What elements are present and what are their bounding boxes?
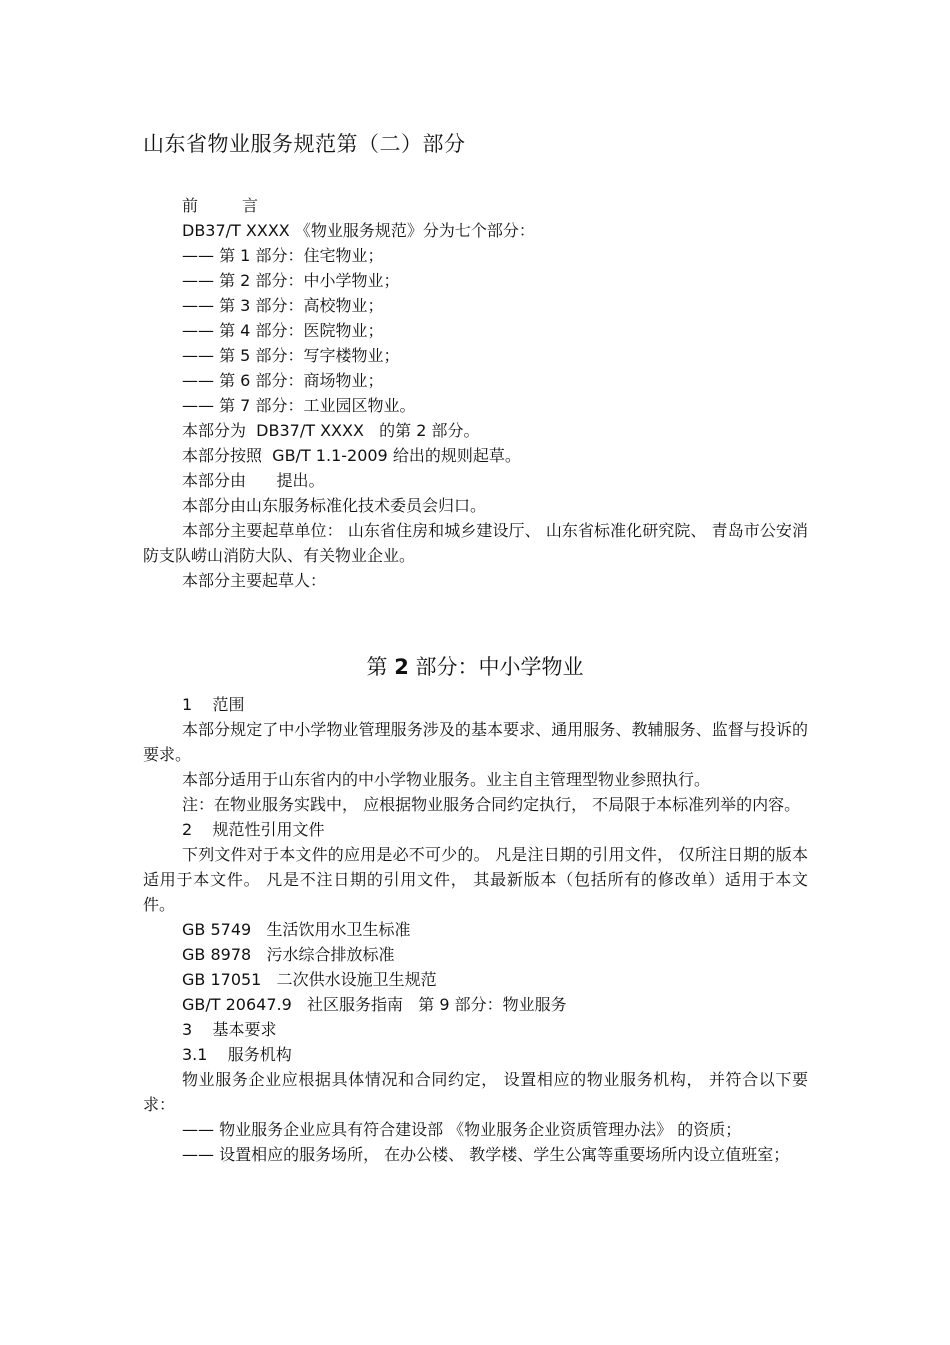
org-requirement-item: —— 设置相应的服务场所， 在办公楼、 教学楼、学生公寓等重要场所内设立值班室； bbox=[182, 1145, 790, 1164]
preface-drafting-units: 本部分主要起草单位： 山东省住房和城乡建设厅、 山东省标准化研究院、 青岛市公安消防支队崂山消防大队、有关物业企业。 bbox=[143, 521, 808, 565]
scope-paragraph: 本部分适用于山东省内的中小学物业服务。业主自主管理型物业参照执行。 bbox=[182, 770, 711, 789]
references-intro: 下列文件对于本文件的应用是必不可少的。 凡是注日期的引用文件， 仅所注日期的版本适用于本文件。 凡是不注日期的引用文件， 其最新版本（包括所有的修改单）适用于本文件。 bbox=[143, 845, 808, 914]
reference-item: GB 5749 生活饮用水卫生标准 bbox=[182, 920, 411, 939]
document-title: 山东省物业服务规范第（二）部分 bbox=[143, 132, 466, 156]
preface-heading-right: 言 bbox=[242, 196, 259, 215]
org-requirement-item: —— 物业服务企业应具有符合建设部 《物业服务企业资质管理办法》 的资质； bbox=[182, 1120, 742, 1139]
preface-part-item: —— 第 6 部分：商场物业； bbox=[182, 371, 384, 390]
preface-statement: 本部分由山东服务标准化技术委员会归口。 bbox=[182, 496, 487, 515]
preface-part-item: —— 第 7 部分：工业园区物业。 bbox=[182, 396, 416, 415]
part-title-number: 2 bbox=[394, 655, 409, 679]
preface-statement: 本部分按照 GB/T 1.1-2009 给出的规则起草。 bbox=[182, 446, 521, 465]
scope-paragraph: 本部分规定了中小学物业管理服务涉及的基本要求、通用服务、教辅服务、监督与投诉的要求。 bbox=[143, 720, 808, 764]
part-title-suffix: 部分：中小学物业 bbox=[415, 655, 584, 679]
org-paragraph: 物业服务企业应根据具体情况和合同约定， 设置相应的物业服务机构， 并符合以下要求： bbox=[143, 1070, 808, 1114]
preface-statement: 本部分由 提出。 bbox=[182, 471, 325, 490]
reference-item: GB 17051 二次供水设施卫生规范 bbox=[182, 970, 437, 989]
subsection-heading-org: 3.1 服务机构 bbox=[182, 1045, 292, 1064]
part-title bbox=[0, 651, 950, 681]
reference-item: GB/T 20647.9 社区服务指南 第 9 部分：物业服务 bbox=[182, 995, 567, 1014]
part-title-prefix: 第 bbox=[366, 655, 388, 679]
preface-part-item: —— 第 3 部分：高校物业； bbox=[182, 296, 384, 315]
preface-drafters: 本部分主要起草人： bbox=[182, 571, 327, 590]
preface-heading-left: 前 bbox=[182, 196, 199, 215]
preface-heading bbox=[143, 193, 808, 218]
section-heading-references: 2 规范性引用文件 bbox=[182, 820, 325, 839]
preface-part-item: —— 第 1 部分：住宅物业； bbox=[182, 246, 384, 265]
scope-note: 注：在物业服务实践中， 应根据物业服务合同约定执行， 不局限于本标准列举的内容。 bbox=[182, 795, 801, 814]
preface-part-item: —— 第 2 部分：中小学物业； bbox=[182, 271, 400, 290]
preface-statement: 本部分为 DB37/T XXXX 的第 2 部分。 bbox=[182, 421, 480, 440]
reference-item: GB 8978 污水综合排放标准 bbox=[182, 945, 395, 964]
section-heading-scope: 1 范围 bbox=[182, 695, 245, 714]
section-heading-basic: 3 基本要求 bbox=[182, 1020, 277, 1039]
preface-intro: DB37/T XXXX 《物业服务规范》分为七个部分： bbox=[182, 221, 535, 240]
preface-part-item: —— 第 5 部分：写字楼物业； bbox=[182, 346, 400, 365]
body-sections bbox=[143, 692, 808, 1167]
preface-section bbox=[143, 193, 808, 593]
preface-part-item: —— 第 4 部分：医院物业； bbox=[182, 321, 384, 340]
